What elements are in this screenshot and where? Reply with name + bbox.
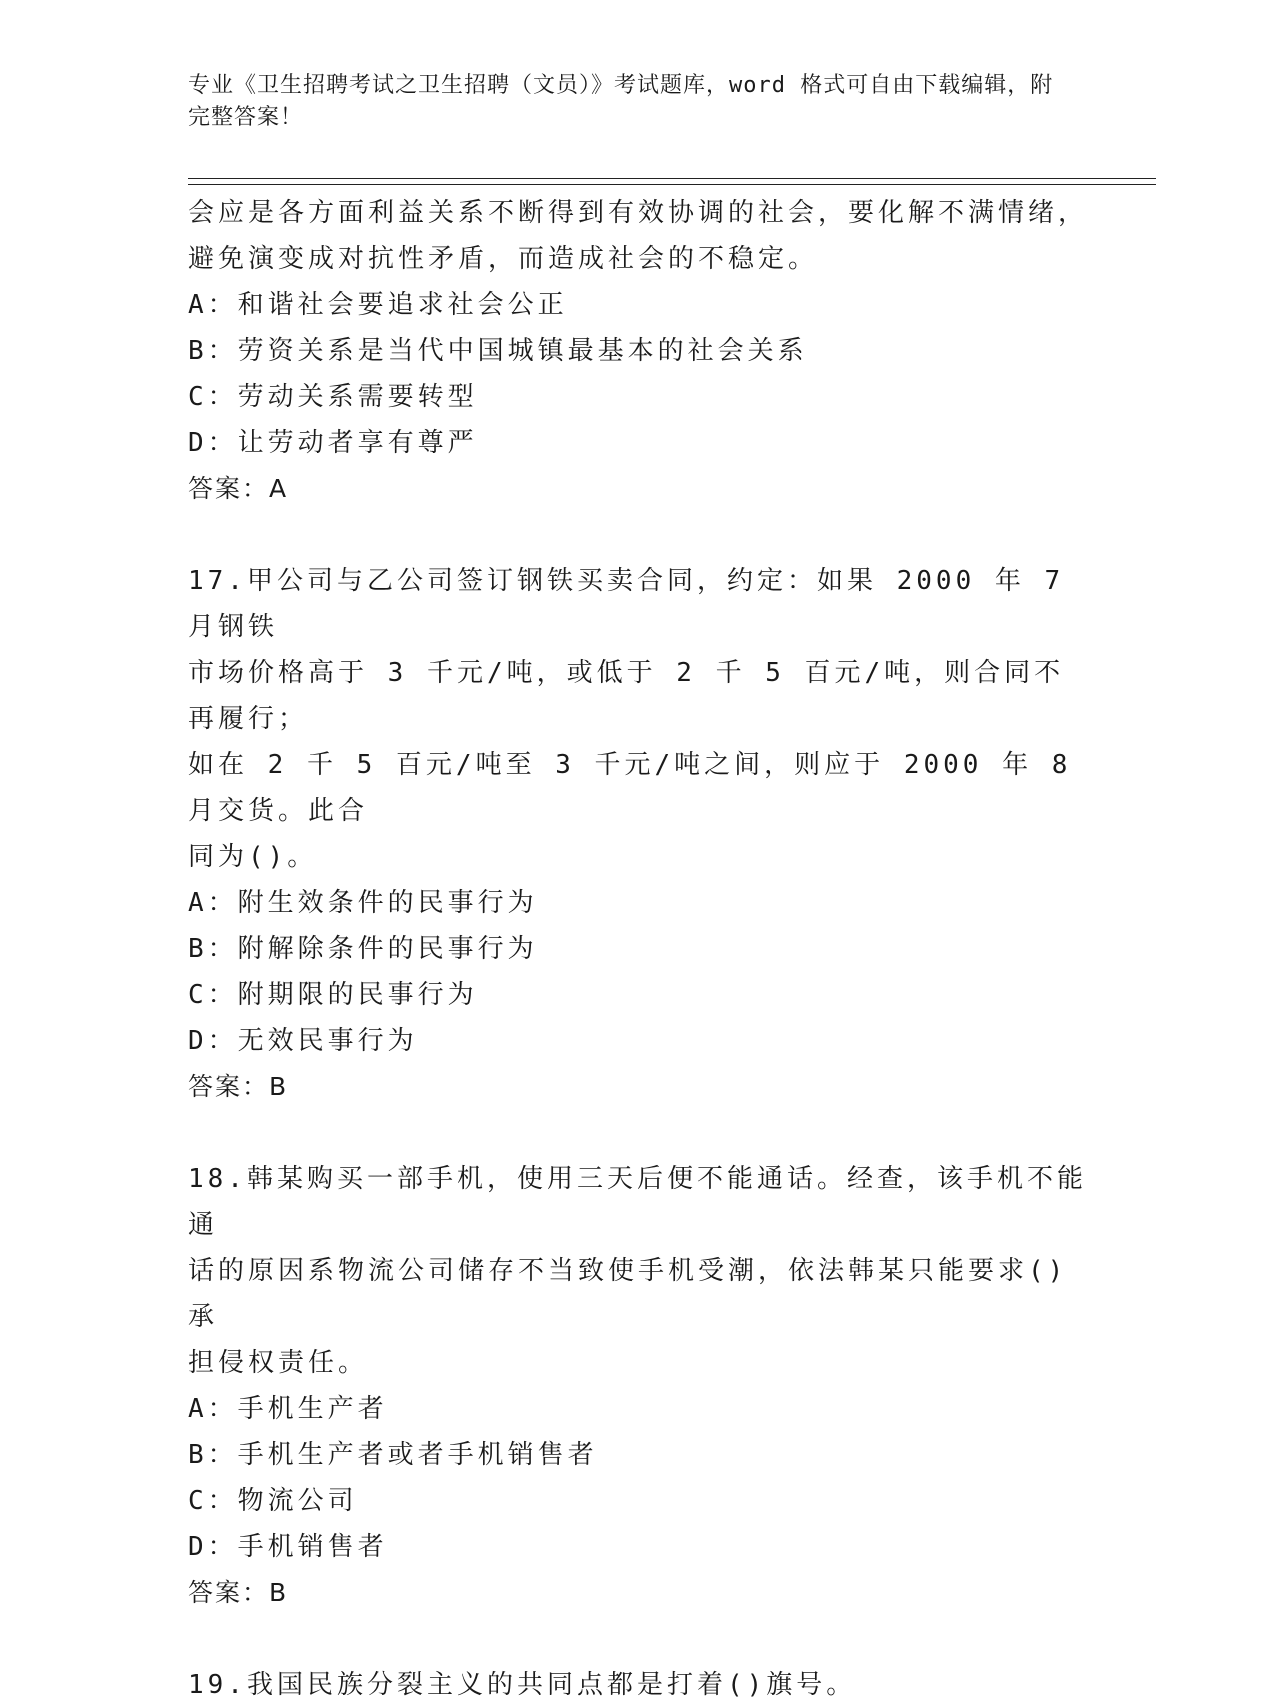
question-text-line: 同为()。 bbox=[188, 842, 318, 872]
option-d: D：让劳动者享有尊严 bbox=[188, 428, 478, 458]
question-text-line: 19.我国民族分裂主义的共同点都是打着()旗号。 bbox=[188, 1670, 857, 1700]
spacer bbox=[188, 1616, 1088, 1662]
answer-label: 答案：B bbox=[188, 1578, 289, 1607]
question-19 bbox=[188, 1662, 1088, 1708]
question-text-line: 17.甲公司与乙公司签订钢铁买卖合同，约定：如果 2000 年 7 月钢铁 bbox=[188, 566, 1084, 642]
header-title: 专业《卫生招聘考试之卫生招聘（文员）》考试题库，word 格式可自由下载编辑，附完整答案！ bbox=[188, 73, 1054, 130]
spacer bbox=[188, 1110, 1088, 1156]
question-content bbox=[188, 190, 1092, 1708]
header-divider bbox=[188, 178, 1156, 185]
spacer bbox=[188, 512, 1088, 558]
answer-label: 答案：A bbox=[188, 474, 289, 503]
option-a: A：和谐社会要追求社会公正 bbox=[188, 290, 568, 320]
option-c: C：劳动关系需要转型 bbox=[188, 382, 478, 412]
answer-label: 答案：B bbox=[188, 1072, 289, 1101]
question-18 bbox=[188, 1156, 1088, 1616]
option-b: B：手机生产者或者手机销售者 bbox=[188, 1440, 598, 1470]
question-text-line: 18.韩某购买一部手机，使用三天后便不能通话。经查，该手机不能通 bbox=[188, 1164, 1087, 1240]
question-text-line: 避免演变成对抗性矛盾，而造成社会的不稳定。 bbox=[188, 244, 819, 274]
option-a: A：附生效条件的民事行为 bbox=[188, 888, 538, 918]
question-text-line: 会应是各方面利益关系不断得到有效协调的社会，要化解不满情绪， bbox=[188, 198, 1089, 228]
question-text-line: 如在 2 千 5 百元/吨至 3 千元/吨之间，则应于 2000 年 8 月交货。此合 bbox=[188, 750, 1092, 826]
option-c: C：物流公司 bbox=[188, 1486, 358, 1516]
option-b: B：附解除条件的民事行为 bbox=[188, 934, 538, 964]
option-b: B：劳资关系是当代中国城镇最基本的社会关系 bbox=[188, 336, 808, 366]
question-text-line: 话的原因系物流公司储存不当致使手机受潮，依法韩某只能要求()承 bbox=[188, 1256, 1068, 1332]
question-17 bbox=[188, 558, 1092, 1110]
option-a: A：手机生产者 bbox=[188, 1394, 388, 1424]
option-c: C：附期限的民事行为 bbox=[188, 980, 478, 1010]
question-text-line: 市场价格高于 3 千元/吨，或低于 2 千 5 百元/吨，则合同不再履行； bbox=[188, 658, 1065, 734]
option-d: D：手机销售者 bbox=[188, 1532, 388, 1562]
document-header bbox=[188, 70, 1158, 134]
option-d: D：无效民事行为 bbox=[188, 1026, 418, 1056]
question-fragment bbox=[188, 190, 1088, 512]
question-text-line: 担侵权责任。 bbox=[188, 1348, 369, 1378]
